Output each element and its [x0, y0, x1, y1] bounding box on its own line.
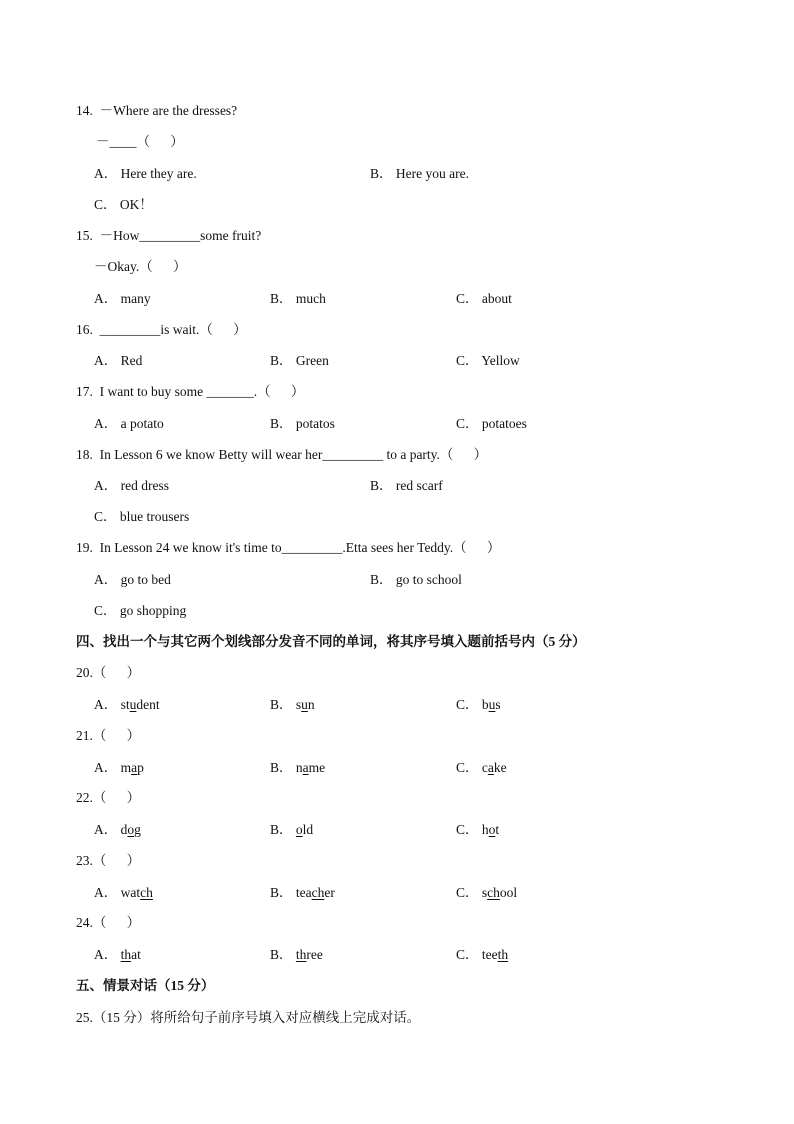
question-stem: 17. I want to buy some _______.（ ）	[76, 384, 305, 399]
word-part: h	[481, 822, 489, 837]
underlined-letters: u	[488, 697, 496, 712]
word-part: g	[134, 822, 141, 837]
word-part: C．	[456, 885, 482, 900]
word-part: n	[307, 697, 315, 712]
question-14	[0, 101, 794, 121]
word-part: B．	[270, 885, 296, 900]
question-stem: 19. In Lesson 24 we know it's time to_________.Etta sees her Teddy.（ ）	[76, 540, 501, 555]
answer-blank: －Okay.（ ）	[94, 259, 187, 274]
option-b	[270, 883, 335, 903]
underlined-letters: th	[497, 947, 509, 962]
question-number: 24.（ ）	[76, 915, 141, 930]
option-c	[456, 695, 501, 715]
word-part: tea	[295, 885, 312, 900]
options-row	[0, 289, 794, 309]
option-b	[270, 695, 315, 715]
word-part: C．	[456, 760, 482, 775]
option-c: C． about	[456, 291, 512, 306]
underlined-letters: o	[488, 822, 496, 837]
options-row	[0, 570, 794, 590]
underlined-letters: u	[129, 697, 137, 712]
question-number: 23.（ ）	[76, 853, 141, 868]
question-21	[0, 726, 794, 746]
option-b: B． potatos	[270, 416, 335, 431]
word-part: s	[295, 697, 302, 712]
word-part: ool	[499, 885, 518, 900]
question-25	[0, 1008, 794, 1028]
underlined-letters: ch	[487, 885, 500, 900]
underlined-letters: ch	[311, 885, 325, 900]
option-a: A． many	[94, 291, 151, 306]
question-15	[0, 226, 794, 246]
question-16	[0, 320, 794, 340]
word-part: ree	[306, 947, 323, 962]
option-c	[456, 820, 499, 840]
word-part: wat	[120, 885, 141, 900]
options-row	[0, 476, 794, 496]
word-part: b	[481, 697, 489, 712]
answer-blank: －____（ ）	[96, 134, 184, 149]
underlined-letters: th	[120, 947, 132, 962]
word-part: t	[495, 822, 500, 837]
option-a	[94, 695, 160, 715]
word-part: at	[131, 947, 141, 962]
options-row	[0, 507, 794, 527]
word-part: d	[120, 822, 128, 837]
underlined-letters: o	[127, 822, 135, 837]
options-row	[0, 945, 794, 965]
word-part: B．	[270, 697, 296, 712]
word-part: ld	[302, 822, 314, 837]
question-stem: 25.（15 分）将所给句子前序号填入对应横线上完成对话。	[76, 1010, 421, 1025]
options-row	[0, 195, 794, 215]
option-a	[94, 820, 141, 840]
question-22	[0, 788, 794, 808]
answer-line	[0, 132, 794, 152]
option-b: B． go to school	[370, 572, 462, 587]
options-row	[0, 351, 794, 371]
word-part: A．	[94, 697, 121, 712]
options-row	[0, 883, 794, 903]
options-row	[0, 414, 794, 434]
option-c: C． potatoes	[456, 416, 527, 431]
option-c	[456, 945, 508, 965]
question-stem: 14. －Where are the dresses?	[76, 103, 238, 118]
word-part: s	[495, 697, 501, 712]
word-part: s	[481, 885, 488, 900]
question-number: 20.（ ）	[76, 665, 141, 680]
question-17	[0, 382, 794, 402]
option-b	[270, 758, 325, 778]
option-c: C． OK！	[94, 197, 153, 212]
underlined-letters: th	[295, 947, 307, 962]
option-a: A． Red	[94, 353, 143, 368]
section-5-title: 五、情景对话（15 分）	[76, 978, 215, 993]
option-a: A． red dress	[94, 478, 169, 493]
underlined-letters: o	[295, 822, 303, 837]
question-stem: 16. _________is wait.（ ）	[76, 322, 247, 337]
section-4-title: 四、找出一个与其它两个划线部分发音不同的单词，将其序号填入题前括号内（5 分）	[76, 634, 586, 649]
word-part: C．	[456, 947, 482, 962]
option-c: C． blue trousers	[94, 509, 190, 524]
option-b: B． red scarf	[370, 478, 443, 493]
option-b	[270, 945, 323, 965]
question-number: 22.（ ）	[76, 790, 141, 805]
options-row	[0, 758, 794, 778]
option-c	[456, 883, 517, 903]
question-number: 21.（ ）	[76, 728, 141, 743]
option-b: B． Green	[270, 353, 329, 368]
underlined-letters: a	[302, 760, 309, 775]
word-part: A．	[94, 760, 121, 775]
option-a	[94, 945, 141, 965]
question-20	[0, 663, 794, 683]
question-23	[0, 851, 794, 871]
word-part: p	[137, 760, 144, 775]
option-b: B． much	[270, 291, 326, 306]
option-c	[456, 758, 507, 778]
options-row	[0, 820, 794, 840]
word-part: A．	[94, 885, 121, 900]
question-stem: 18. In Lesson 6 we know Betty will wear her_________ to a party.（ ）	[76, 447, 488, 462]
options-row	[0, 601, 794, 621]
word-part: dent	[136, 697, 160, 712]
question-19	[0, 538, 794, 558]
underlined-letters: u	[301, 697, 308, 712]
word-part: tee	[481, 947, 498, 962]
word-part: m	[120, 760, 132, 775]
word-part: A．	[94, 822, 121, 837]
word-part: B．	[270, 822, 296, 837]
option-b: B． Here you are.	[370, 166, 469, 181]
option-a	[94, 758, 144, 778]
word-part: c	[481, 760, 488, 775]
word-part: C．	[456, 697, 482, 712]
word-part: B．	[270, 760, 296, 775]
option-b	[270, 820, 313, 840]
option-c: C． Yellow	[456, 353, 520, 368]
word-part: er	[324, 885, 335, 900]
options-row	[0, 164, 794, 184]
option-a: A． go to bed	[94, 572, 171, 587]
option-c: C． go shopping	[94, 603, 187, 618]
options-row	[0, 695, 794, 715]
word-part: A．	[94, 947, 121, 962]
question-stem: 15. －How_________some fruit?	[76, 228, 262, 243]
option-a: A． Here they are.	[94, 166, 197, 181]
word-part: ke	[493, 760, 507, 775]
answer-line	[0, 257, 794, 277]
underlined-letters: a	[487, 760, 494, 775]
word-part: st	[120, 697, 130, 712]
option-a	[94, 883, 153, 903]
word-part: me	[308, 760, 326, 775]
word-part: C．	[456, 822, 482, 837]
question-18	[0, 445, 794, 465]
underlined-letters: ch	[140, 885, 153, 900]
word-part: B．	[270, 947, 296, 962]
underlined-letters: a	[131, 760, 138, 775]
word-part: n	[295, 760, 303, 775]
question-24	[0, 913, 794, 933]
option-a: A． a potato	[94, 416, 164, 431]
